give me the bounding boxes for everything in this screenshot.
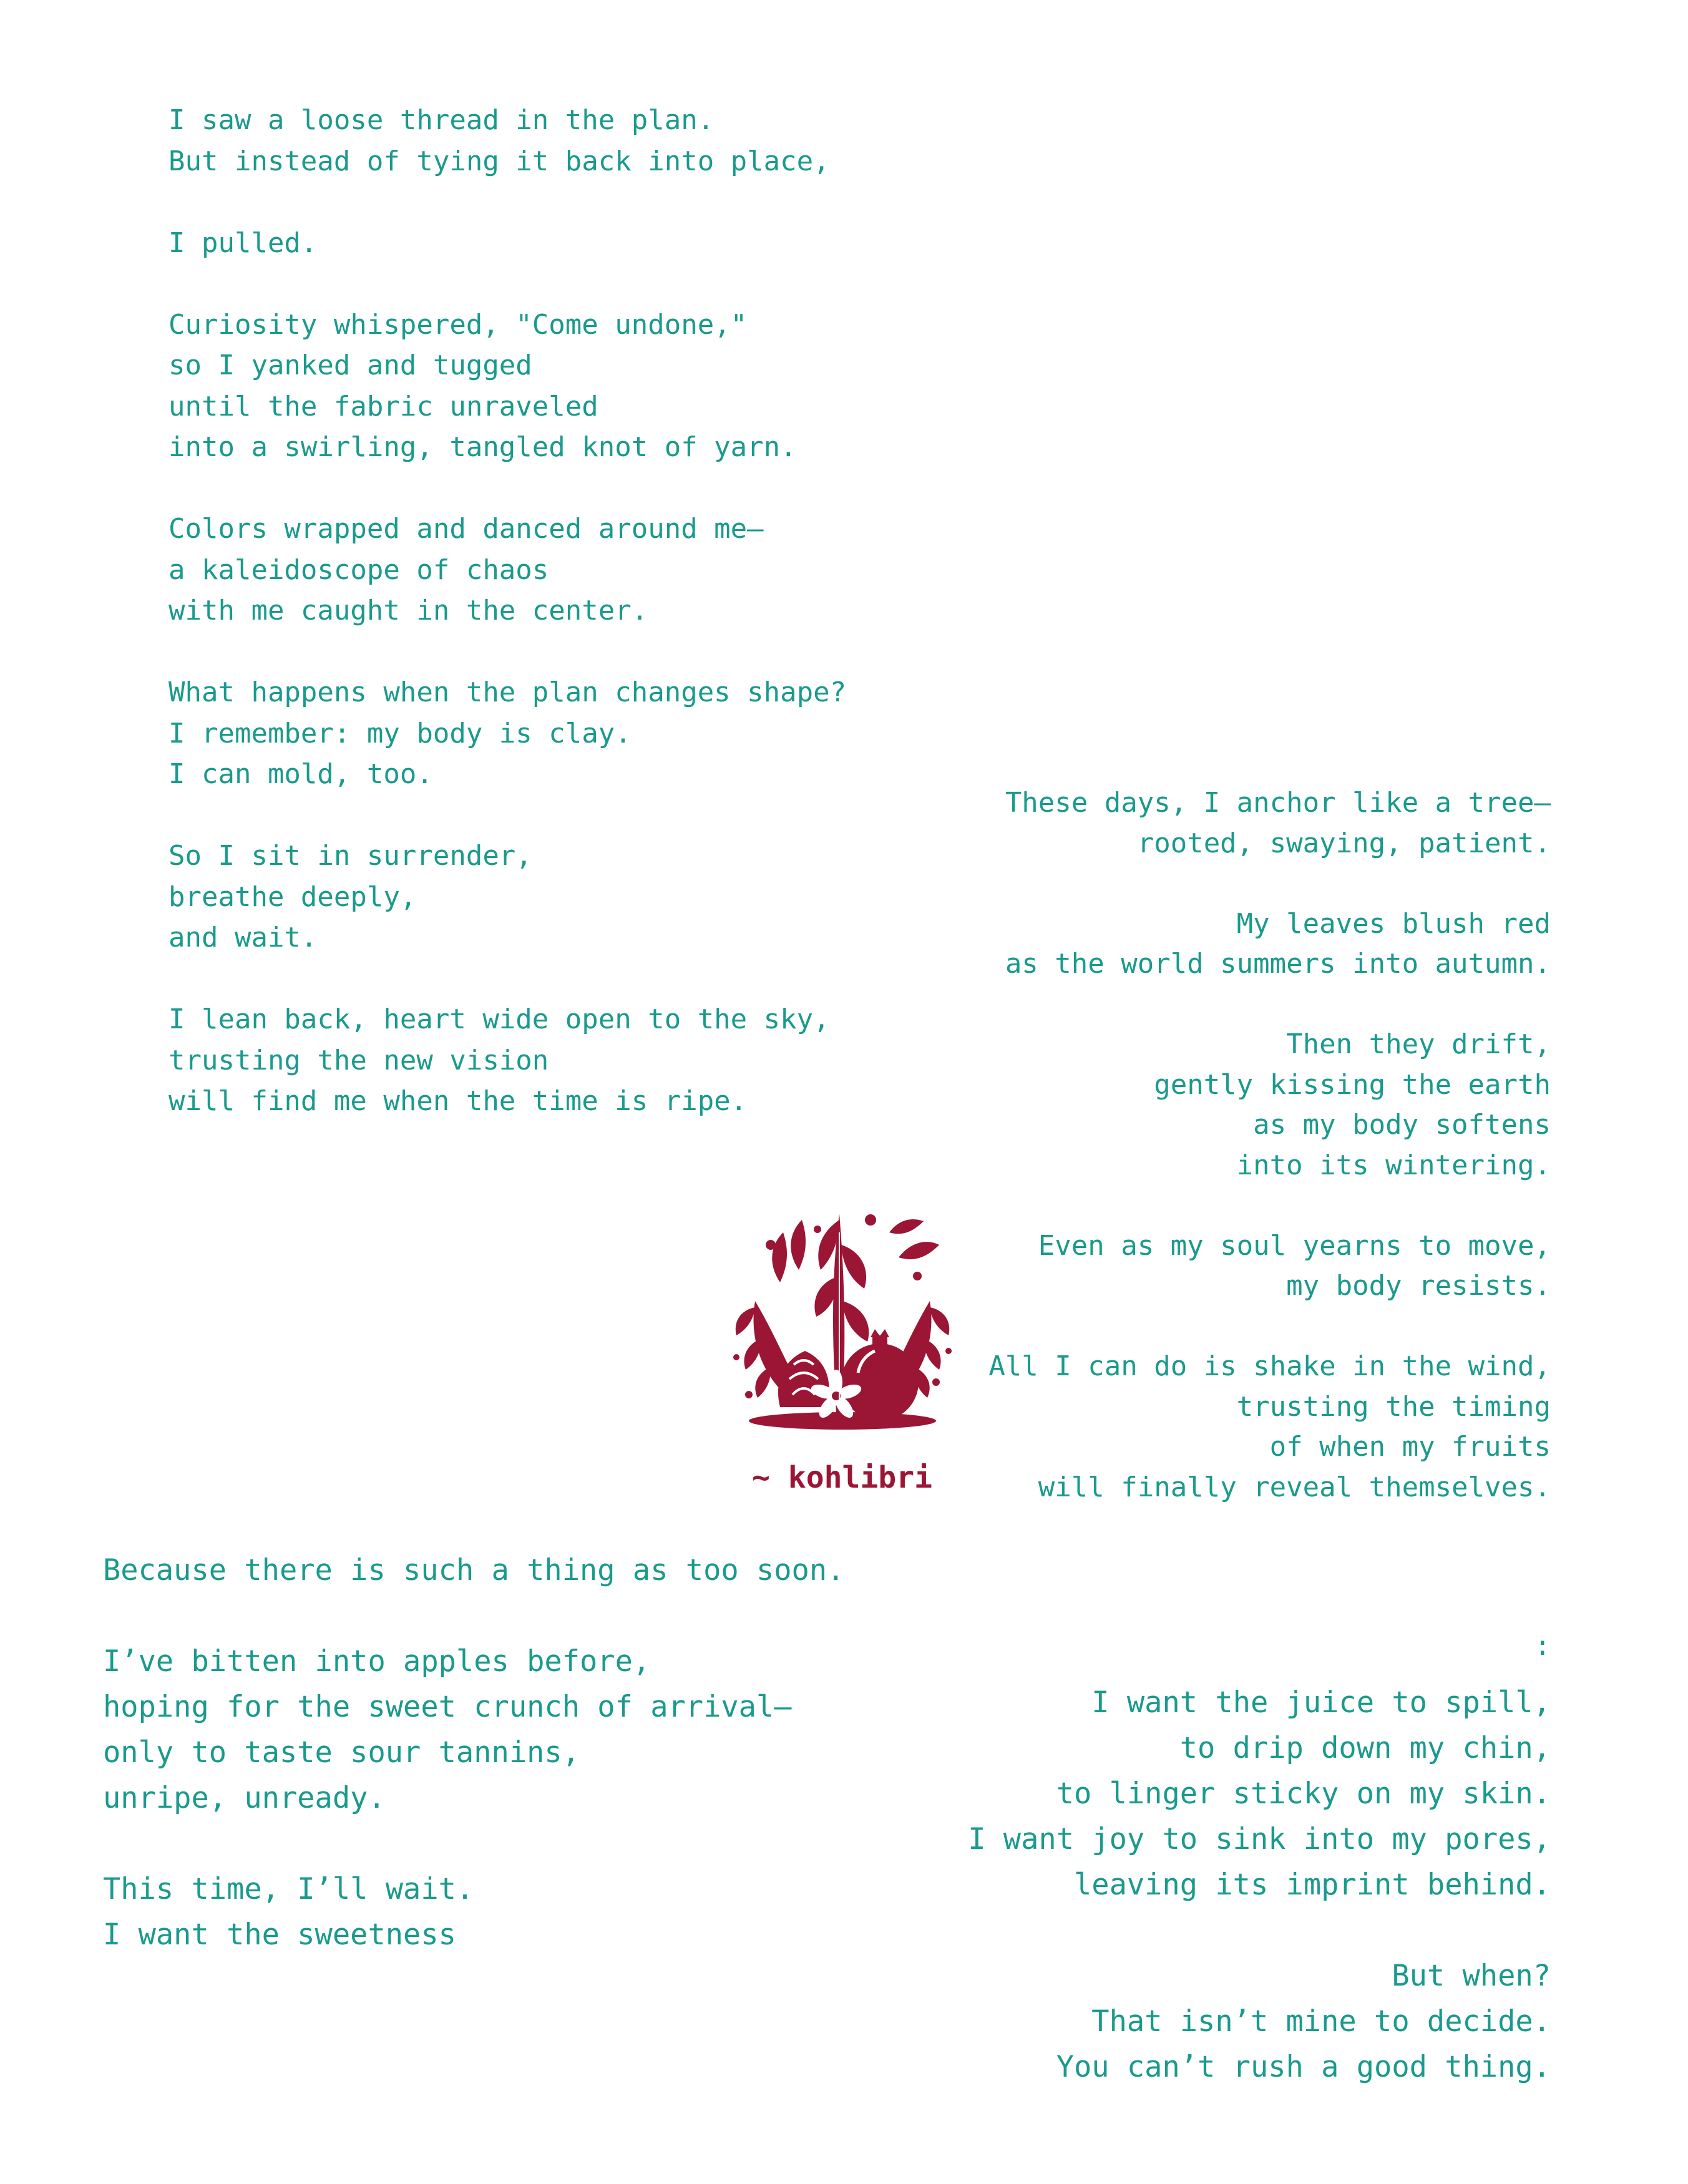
stanza bbox=[864, 1953, 1551, 2090]
poem-line: I saw a loose thread in the plan. bbox=[168, 104, 715, 136]
stanza bbox=[168, 672, 980, 795]
colon-marker: : bbox=[1534, 1630, 1551, 1662]
signature: ~ kohlibri bbox=[752, 1460, 932, 1495]
poem-line: hoping for the sweet crunch of arrival— bbox=[103, 1690, 792, 1724]
poem-line: into a swirling, tangled knot of yarn. bbox=[168, 431, 797, 463]
stanza bbox=[927, 783, 1551, 864]
poem-line: You can’t rush a good thing. bbox=[1056, 2050, 1551, 2084]
poem-line: All I can do is shake in the wind, bbox=[988, 1350, 1551, 1382]
poem-line: as the world summers into autumn. bbox=[1005, 948, 1551, 980]
poem-line: This time, I’ll wait. bbox=[103, 1872, 474, 1906]
stanza bbox=[864, 1680, 1551, 1908]
poem-line: so I yanked and tugged bbox=[168, 349, 532, 381]
stanza bbox=[168, 100, 980, 182]
pomegranate-botanical-icon bbox=[711, 1195, 973, 1438]
poem-line: But instead of tying it back into place, bbox=[168, 145, 830, 177]
poem-line: rooted, swaying, patient. bbox=[1137, 827, 1551, 859]
stanza bbox=[103, 1866, 883, 1957]
stanza bbox=[168, 223, 980, 264]
poem-line: These days, I anchor like a tree— bbox=[1005, 787, 1551, 819]
poem-line: Even as my soul yearns to move, bbox=[1038, 1229, 1551, 1262]
poem-line: Curiosity whispered, "Come undone," bbox=[168, 308, 748, 341]
poem-line: I lean back, heart wide open to the sky, bbox=[168, 1003, 830, 1035]
stanza bbox=[103, 1639, 883, 1821]
poem-line: breathe deeply, bbox=[168, 880, 417, 913]
poem-line: Because there is such a thing as too soon. bbox=[103, 1553, 845, 1587]
poem-line: of when my fruits bbox=[1269, 1431, 1551, 1463]
poem-line: But when? bbox=[1392, 1959, 1551, 1993]
poem-line: until the fabric unraveled bbox=[168, 390, 598, 422]
poem-line: Then they drift, bbox=[1286, 1028, 1551, 1060]
poem-line: with me caught in the center. bbox=[168, 595, 648, 626]
poem-line: My leaves blush red bbox=[1236, 907, 1551, 940]
poem-line: I want the sweetness bbox=[103, 1918, 456, 1952]
poem-line: to linger sticky on my skin. bbox=[1056, 1777, 1551, 1811]
poem-line: So I sit in surrender, bbox=[168, 840, 532, 872]
stanza bbox=[927, 1347, 1551, 1508]
poem-line: my body resists. bbox=[1286, 1270, 1551, 1302]
poem-line: I’ve bitten into apples before, bbox=[103, 1644, 651, 1679]
poem-line: and wait. bbox=[168, 922, 318, 953]
poem-line: trusting the timing bbox=[1236, 1390, 1551, 1423]
poem-line: to drip down my chin, bbox=[1179, 1731, 1551, 1765]
poem-line: That isn’t mine to decide. bbox=[1091, 2004, 1551, 2039]
stanza bbox=[168, 999, 980, 1122]
poem-line: I want joy to sink into my pores, bbox=[968, 1822, 1551, 1856]
poem-bottom-left bbox=[103, 1548, 883, 1957]
poem-line: will finally reveal themselves. bbox=[1038, 1471, 1551, 1503]
stanza bbox=[168, 509, 980, 631]
stanza bbox=[927, 1025, 1551, 1186]
stanza bbox=[927, 904, 1551, 985]
stanza bbox=[927, 1226, 1551, 1307]
poem-right-middle bbox=[927, 783, 1551, 1508]
poem-line: What happens when the plan changes shape? bbox=[168, 676, 847, 708]
poem-line: only to taste sour tannins, bbox=[103, 1735, 580, 1770]
poem-line: I pulled. bbox=[168, 227, 318, 259]
stanza bbox=[168, 836, 980, 958]
poem-line: as my body softens bbox=[1253, 1109, 1551, 1141]
poem-line: leaving its imprint behind. bbox=[1073, 1868, 1551, 1902]
poem-line: gently kissing the earth bbox=[1154, 1068, 1551, 1101]
poem-line: will find me when the time is ripe. bbox=[168, 1085, 748, 1117]
poem-line: I can mold, too. bbox=[168, 758, 433, 790]
poem-line: a kaleidoscope of chaos bbox=[168, 553, 549, 586]
poem-line: unripe, unready. bbox=[103, 1781, 386, 1815]
stanza bbox=[168, 305, 980, 468]
poem-top-left bbox=[168, 100, 980, 1122]
poem-line: I want the juice to spill, bbox=[1091, 1685, 1551, 1720]
poem-line: trusting the new vision bbox=[168, 1044, 549, 1076]
poem-line: into its wintering. bbox=[1236, 1149, 1551, 1181]
poem-line: I remember: my body is clay. bbox=[168, 717, 632, 749]
stanza bbox=[103, 1548, 883, 1593]
poem-line: Colors wrapped and danced around me— bbox=[168, 513, 764, 545]
poem-bottom-right bbox=[864, 1630, 1551, 2090]
